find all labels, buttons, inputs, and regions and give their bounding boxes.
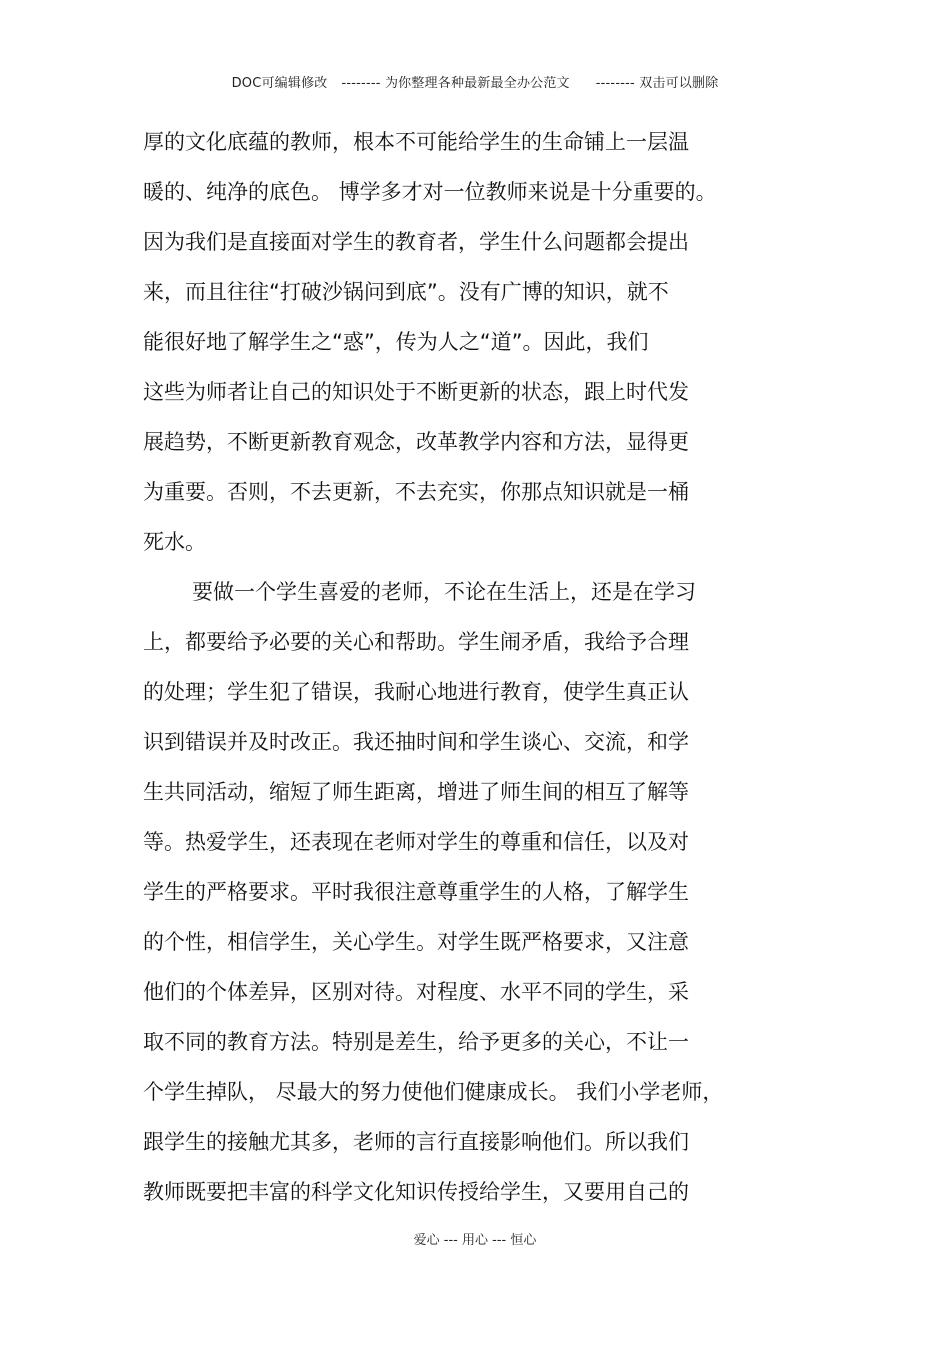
text-line: 的个性，相信学生，关心学生。对学生既严格要求，又注意 (143, 930, 689, 954)
text-line: 死水。 (143, 530, 206, 554)
text-line: 上，都要给予必要的关心和帮助。学生闹矛盾，我给予合理 (143, 630, 689, 654)
text-line: 个学生掉队， 尽最大的努力使他们健康成长。 我们小学老师， (143, 1080, 724, 1104)
header-doc-label: DOC可编辑修改 (231, 76, 328, 91)
text-line: 他们的个体差异，区别对待。对程度、水平不同的学生，采 (143, 980, 689, 1004)
text-line: 识到错误并及时改正。我还抽时间和学生谈心、交流，和学 (143, 730, 689, 754)
header-delete-hint: -------- 双击可以删除 (595, 76, 719, 91)
text-line: 的处理；学生犯了错误，我耐心地进行教育，使学生真正认 (143, 680, 689, 704)
text-line: 要做一个学生喜爱的老师，不论在生活上，还是在学习 (192, 580, 696, 604)
text-line: 为重要。否则，不去更新，不去充实，你那点知识就是一桶 (143, 480, 689, 504)
text-line: 厚的文化底蕴的教师，根本不可能给学生的生命铺上一层温 (143, 130, 689, 154)
text-line: 展趋势，不断更新教育观念，改革教学内容和方法，显得更 (143, 430, 689, 454)
text-line: 取不同的教育方法。特别是差生，给予更多的关心，不让一 (143, 1030, 689, 1054)
text-line: 教师既要把丰富的科学文化知识传授给学生，又要用自己的 (143, 1180, 689, 1204)
text-line: 跟学生的接触尤其多，老师的言行直接影响他们。所以我们 (143, 1130, 689, 1154)
text-line: 等。热爱学生，还表现在老师对学生的尊重和信任，以及对 (143, 830, 689, 854)
text-line: 学生的严格要求。平时我很注意尊重学生的人格，了解学生 (143, 880, 689, 904)
header-slogan: -------- 为你整理各种最新最全办公范文 (341, 76, 570, 91)
page-footer: 爱心 --- 用心 --- 恒心 (413, 1233, 537, 1248)
text-line: 这些为师者让自己的知识处于不断更新的状态，跟上时代发 (143, 380, 689, 404)
text-line: 生共同活动，缩短了师生距离，增进了师生间的相互了解等 (143, 780, 689, 804)
text-line: 因为我们是直接面对学生的教育者，学生什么问题都会提出 (143, 230, 689, 254)
text-line: 来，而且往往“打破沙锅问到底”。没有广博的知识，就不 (143, 280, 669, 304)
page-header (0, 72, 950, 91)
text-line: 暖的、纯净的底色。 博学多才对一位教师来说是十分重要的。 (143, 180, 717, 204)
text-line: 能很好地了解学生之“惑”，传为人之“道”。因此，我们 (143, 330, 649, 354)
